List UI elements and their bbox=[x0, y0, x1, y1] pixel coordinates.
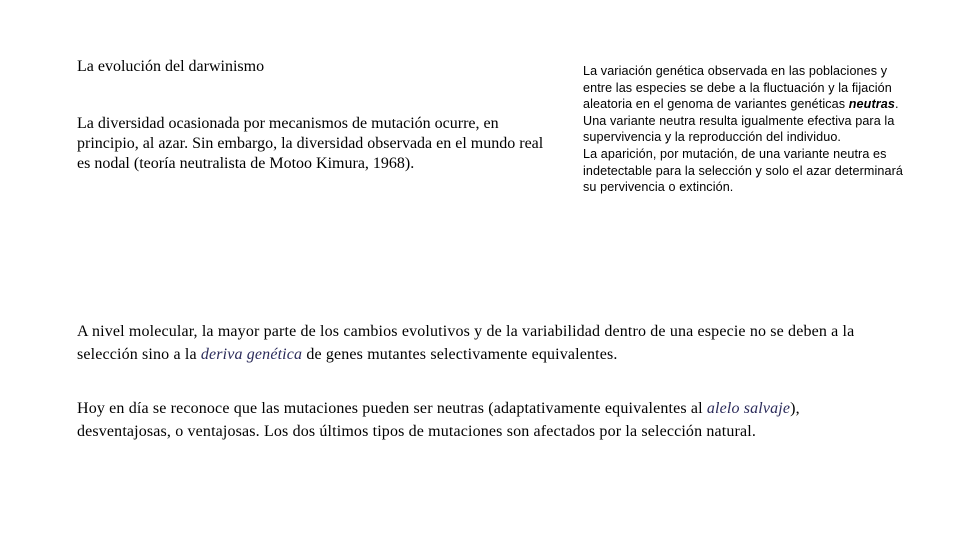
emphasis-neutras: neutras bbox=[848, 97, 895, 112]
right-paragraph-3: La aparición, por mutación, de una variante neutra es indetectable para la selección y solo el azar determinará su pervivencia o extinción. bbox=[583, 146, 904, 195]
paragraph-molecular bbox=[77, 320, 887, 366]
term-alelo-salvaje: alelo salvaje bbox=[706, 400, 791, 417]
term-deriva-genetica: deriva genética bbox=[200, 346, 303, 363]
paragraph-mutaciones bbox=[77, 397, 887, 443]
slide-title: La evolución del darwinismo bbox=[77, 58, 265, 75]
paragraph-molecular-end: de genes mutantes selectivamente equivalentes. bbox=[302, 346, 618, 363]
paragraph-molecular-text: A nivel molecular, la mayor parte de los cambios evolutivos y de la variabilidad dentro de una especie no se deben a la selección sino a la bbox=[77, 323, 855, 363]
right-paragraph-1-text: La variación genética observada en las poblaciones y entre las especies se debe a la fluctuación y la fijación aleatoria en el genoma de variantes genéticas bbox=[583, 64, 892, 112]
left-paragraph: La diversidad ocasionada por mecanismos de mutación ocurre, en principio, al azar. Sin embargo, la diversidad observada en el mundo real es nodal (teoría neutralista de Motoo Kimura, 1968). bbox=[77, 115, 544, 172]
right-paragraph-1-end: . bbox=[894, 97, 899, 112]
right-paragraph-2: Una variante neutra resulta igualmente efectiva para la supervivencia y la reproducción del individuo. bbox=[583, 113, 895, 145]
paragraph-mutaciones-text: Hoy en día se reconoce que las mutaciones pueden ser neutras (adaptativamente equivalentes al bbox=[77, 400, 707, 417]
right-paragraph-1 bbox=[583, 63, 918, 113]
paragraph-mutaciones-end: ), desventajosas, o ventajosas. Los dos últimos tipos de mutaciones son afectados por la selección natural. bbox=[77, 400, 800, 440]
right-text-box bbox=[583, 63, 918, 196]
